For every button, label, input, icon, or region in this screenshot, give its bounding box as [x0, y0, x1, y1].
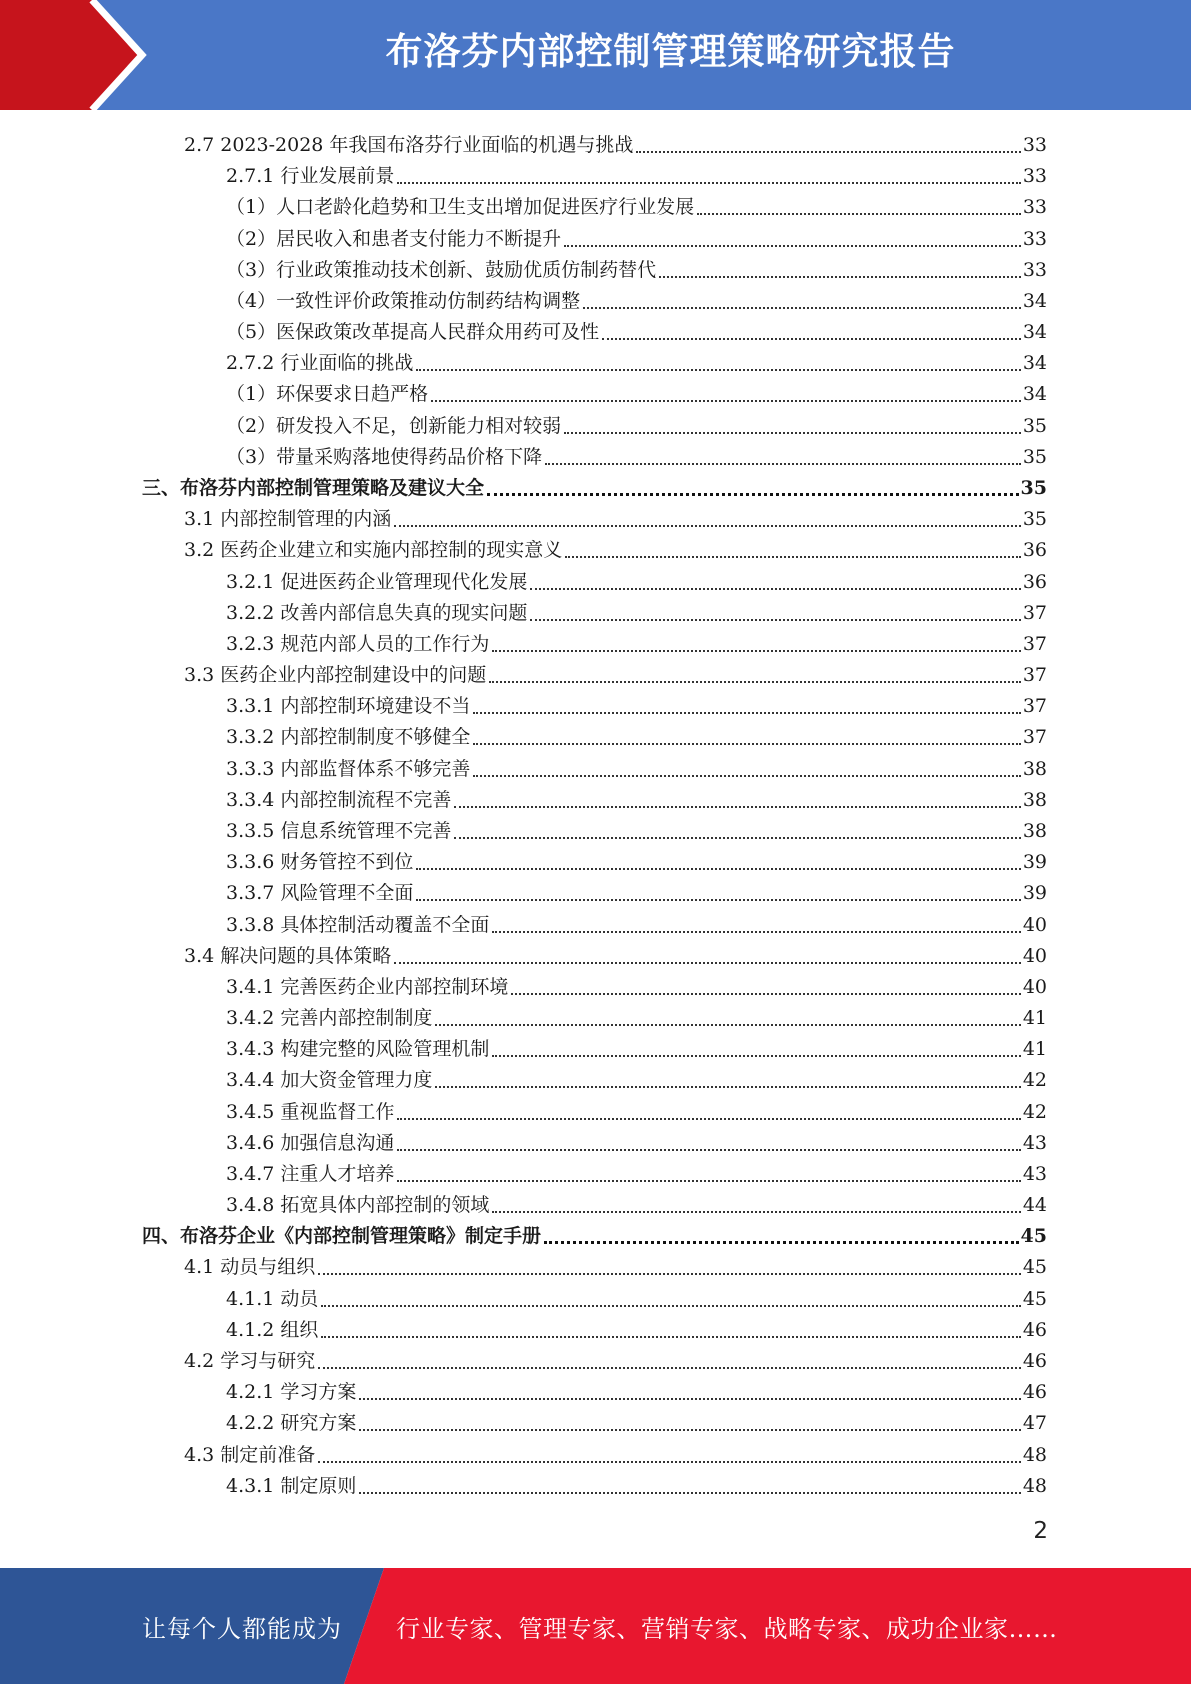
toc-dot-leader — [397, 181, 1020, 184]
toc-entry-title: 3.2.2 改善内部信息失真的现实问题 — [226, 601, 528, 624]
toc-entry-page: 40 — [1022, 913, 1047, 936]
toc-dot-leader — [454, 836, 1020, 839]
toc-entry-page: 47 — [1022, 1412, 1047, 1435]
toc-entry[interactable] — [226, 1032, 1047, 1063]
toc-dot-leader — [511, 992, 1020, 995]
footer-slogan-left: 让每个人都能成为 — [142, 1615, 342, 1643]
toc-entry[interactable] — [184, 128, 1047, 159]
toc-dot-leader — [397, 1179, 1020, 1182]
toc-entry-title: 4.3 制定前准备 — [184, 1443, 316, 1466]
toc-entry-page: 35 — [1022, 508, 1047, 531]
toc-entry[interactable] — [226, 596, 1047, 627]
toc-entry-title: 3.3.6 财务管控不到位 — [226, 851, 414, 874]
toc-entry-page: 40 — [1022, 975, 1047, 998]
toc-dot-leader — [565, 555, 1021, 558]
toc-entry[interactable] — [226, 1282, 1047, 1313]
toc-entry-title: 三、布洛芬内部控制管理策略及建议大全 — [142, 476, 485, 499]
toc-entry-title: 3.4.8 拓宽具体内部控制的领域 — [226, 1194, 490, 1217]
toc-chapter-entry[interactable] — [142, 471, 1047, 502]
toc-entry-title: （1）环保要求日趋严格 — [226, 383, 429, 406]
toc-dot-leader — [583, 306, 1021, 309]
toc-entry[interactable] — [226, 1469, 1047, 1500]
toc-entry-page: 34 — [1022, 321, 1047, 344]
toc-entry-page: 48 — [1022, 1474, 1047, 1497]
toc-entry-page: 36 — [1022, 539, 1047, 562]
toc-entry-title: 4.2 学习与研究 — [184, 1350, 316, 1373]
toc-entry-title: 3.4.4 加大资金管理力度 — [226, 1069, 433, 1092]
toc-entry-title: 3.2 医药企业建立和实施内部控制的现实意义 — [184, 539, 563, 562]
toc-entry[interactable] — [184, 1438, 1047, 1469]
toc-entry-page: 33 — [1022, 196, 1047, 219]
toc-entry[interactable] — [226, 783, 1047, 814]
header-chevron-icon — [0, 0, 170, 110]
toc-entry-page: 34 — [1022, 352, 1047, 375]
toc-dot-leader — [394, 524, 1021, 527]
toc-dot-leader — [318, 1272, 1021, 1275]
toc-entry-page: 45 — [1020, 1225, 1047, 1248]
toc-entry-title: （3）行业政策推动技术创新、鼓励优质仿制药替代 — [226, 258, 657, 281]
toc-entry-page: 34 — [1022, 383, 1047, 406]
toc-chapter-entry[interactable] — [142, 1219, 1047, 1250]
toc-dot-leader — [416, 368, 1020, 371]
toc-entry-page: 37 — [1022, 664, 1047, 687]
toc-entry[interactable] — [226, 1001, 1047, 1032]
toc-entry-title: 3.4.7 注重人才培养 — [226, 1162, 395, 1185]
toc-dot-leader — [530, 587, 1020, 590]
toc-dot-leader — [359, 1397, 1020, 1400]
toc-entry-title: 3.3.7 风险管理不全面 — [226, 882, 414, 905]
toc-entry[interactable] — [226, 377, 1047, 408]
toc-entry-page: 39 — [1022, 851, 1047, 874]
toc-entry[interactable] — [226, 1375, 1047, 1406]
toc-entry-page: 33 — [1022, 134, 1047, 156]
toc-entry[interactable] — [226, 845, 1047, 876]
toc-entry[interactable] — [226, 814, 1047, 845]
toc-entry-title: 3.4.6 加强信息沟通 — [226, 1131, 395, 1154]
toc-entry-page: 38 — [1022, 757, 1047, 780]
toc-entry[interactable] — [226, 627, 1047, 658]
toc-entry-page: 44 — [1022, 1194, 1047, 1217]
toc-dot-leader — [435, 1023, 1020, 1026]
toc-entry[interactable] — [226, 315, 1047, 346]
toc-entry-page: 42 — [1022, 1100, 1047, 1123]
toc-dot-leader — [544, 1240, 1019, 1244]
toc-entry[interactable] — [226, 908, 1047, 939]
toc-dot-leader — [487, 492, 1019, 496]
toc-entry-title: 3.4.1 完善医药企业内部控制环境 — [226, 975, 509, 998]
toc-entry-title: 3.3.2 内部控制制度不够健全 — [226, 726, 471, 749]
toc-dot-leader — [416, 867, 1020, 870]
toc-entry-page: 37 — [1022, 632, 1047, 655]
toc-entry-title: 3.4.5 重视监督工作 — [226, 1100, 395, 1123]
toc-entry[interactable] — [226, 1406, 1047, 1437]
toc-entry-title: 3.4.2 完善内部控制制度 — [226, 1007, 433, 1030]
toc-dot-leader — [416, 898, 1020, 901]
toc-dot-leader — [492, 1054, 1020, 1057]
toc-entry-title: 3.2.1 促进医药企业管理现代化发展 — [226, 570, 528, 593]
toc-dot-leader — [454, 805, 1020, 808]
toc-entry-page: 35 — [1022, 445, 1047, 468]
toc-entry-title: 3.3.4 内部控制流程不完善 — [226, 788, 452, 811]
toc-entry-title: （5）医保政策改革提高人民群众用药可及性 — [226, 321, 600, 344]
toc-dot-leader — [359, 1428, 1020, 1431]
toc-entry[interactable] — [226, 159, 1047, 190]
toc-entry-page: 37 — [1022, 726, 1047, 749]
toc-entry-title: 2.7.2 行业面临的挑战 — [226, 352, 414, 375]
toc-entry-title: 3.1 内部控制管理的内涵 — [184, 508, 392, 531]
toc-entry-page: 38 — [1022, 819, 1047, 842]
toc-entry-page: 48 — [1022, 1443, 1047, 1466]
toc-entry-page: 35 — [1022, 414, 1047, 437]
toc-entry[interactable] — [226, 689, 1047, 720]
toc-entry[interactable] — [226, 720, 1047, 751]
toc-entry-page: 35 — [1020, 476, 1047, 499]
toc-entry[interactable] — [226, 1188, 1047, 1219]
toc-entry-page: 40 — [1022, 944, 1047, 967]
toc-dot-leader — [473, 711, 1020, 714]
toc-entry-page: 41 — [1022, 1007, 1047, 1030]
toc-entry-title: （2）研发投入不足，创新能力相对较弱 — [226, 414, 562, 437]
toc-entry-title: 3.3.3 内部监督体系不够完善 — [226, 757, 471, 780]
toc-dot-leader — [473, 742, 1020, 745]
toc-entry-page: 45 — [1022, 1256, 1047, 1279]
toc-dot-leader — [564, 244, 1021, 247]
toc-entry[interactable] — [226, 1126, 1047, 1157]
toc-entry[interactable] — [226, 1063, 1047, 1094]
toc-entry-title: 4.2.1 学习方案 — [226, 1381, 357, 1404]
header-banner — [0, 0, 1191, 110]
toc-entry-title: （2）居民收入和患者支付能力不断提升 — [226, 227, 562, 250]
toc-entry[interactable] — [184, 533, 1047, 564]
toc-entry-page: 39 — [1022, 882, 1047, 905]
toc-dot-leader — [564, 431, 1021, 434]
toc-dot-leader — [530, 618, 1020, 621]
toc-dot-leader — [492, 1210, 1020, 1213]
toc-entry-title: 2.7 2023-2028 年我国布洛芬行业面临的机遇与挑战 — [184, 134, 634, 156]
toc-entry-page: 41 — [1022, 1038, 1047, 1061]
toc-entry-page: 46 — [1022, 1381, 1047, 1404]
toc-entry[interactable] — [184, 1344, 1047, 1375]
toc-dot-leader — [321, 1335, 1020, 1338]
toc-entry[interactable] — [226, 970, 1047, 1001]
toc-entry[interactable] — [226, 565, 1047, 596]
toc-entry-title: 3.3 医药企业内部控制建设中的问题 — [184, 664, 487, 687]
toc-entry[interactable] — [226, 346, 1047, 377]
toc-dot-leader — [318, 1366, 1021, 1369]
toc-dot-leader — [431, 399, 1021, 402]
toc-entry[interactable] — [184, 1250, 1047, 1281]
toc-entry-page: 42 — [1022, 1069, 1047, 1092]
toc-entry-title: 4.1 动员与组织 — [184, 1256, 316, 1279]
toc-dot-leader — [545, 462, 1021, 465]
toc-entry-title: 3.3.8 具体控制活动覆盖不全面 — [226, 913, 490, 936]
toc-dot-leader — [492, 649, 1020, 652]
toc-dot-leader — [321, 1304, 1020, 1307]
toc-entry-page: 36 — [1022, 570, 1047, 593]
page-number: 2 — [1033, 1518, 1048, 1544]
footer-banner — [0, 1568, 1191, 1684]
toc-entry[interactable] — [226, 190, 1047, 221]
toc-entry-title: 3.3.5 信息系统管理不完善 — [226, 819, 452, 842]
toc-entry[interactable] — [226, 1313, 1047, 1344]
toc-dot-leader — [697, 212, 1021, 215]
toc-dot-leader — [318, 1460, 1021, 1463]
toc-entry-page: 33 — [1022, 227, 1047, 250]
toc-entry-title: 3.2.3 规范内部人员的工作行为 — [226, 632, 490, 655]
toc-entry[interactable] — [226, 253, 1047, 284]
toc-dot-leader — [394, 961, 1021, 964]
toc-entry[interactable] — [226, 876, 1047, 907]
toc-entry-page: 46 — [1022, 1350, 1047, 1373]
toc-dot-leader — [359, 1491, 1020, 1494]
toc-dot-leader — [473, 774, 1020, 777]
toc-entry[interactable] — [226, 222, 1047, 253]
toc-entry-title: （3）带量采购落地使得药品价格下降 — [226, 445, 543, 468]
toc-dot-leader — [636, 150, 1020, 153]
toc-dot-leader — [659, 275, 1021, 278]
toc-entry[interactable] — [184, 939, 1047, 970]
document-title: 布洛芬内部控制管理策略研究报告 — [385, 30, 956, 73]
toc-entry-title: 四、布洛芬企业《内部控制管理策略》制定手册 — [142, 1225, 542, 1248]
toc-entry-page: 46 — [1022, 1318, 1047, 1341]
toc-entry-title: 4.1.2 组织 — [226, 1318, 319, 1341]
toc-entry-page: 33 — [1022, 258, 1047, 281]
toc-entry-title: 4.1.1 动员 — [226, 1287, 319, 1310]
toc-dot-leader — [397, 1117, 1020, 1120]
toc-dot-leader — [492, 930, 1020, 933]
toc-entry-title: 4.2.2 研究方案 — [226, 1412, 357, 1435]
toc-entry[interactable] — [226, 1157, 1047, 1188]
toc-entry-title: （1）人口老龄化趋势和卫生支出增加促进医疗行业发展 — [226, 196, 695, 219]
toc-entry-page: 45 — [1022, 1287, 1047, 1310]
toc-entry[interactable] — [184, 502, 1047, 533]
footer-slogan-right: 行业专家、管理专家、营销专家、战略专家、成功企业家…… — [396, 1615, 1058, 1643]
toc-entry[interactable] — [226, 1095, 1047, 1126]
toc-dot-leader — [489, 680, 1021, 683]
toc-entry-page: 43 — [1022, 1162, 1047, 1185]
toc-dot-leader — [435, 1085, 1020, 1088]
toc-entry[interactable] — [226, 752, 1047, 783]
toc-entry[interactable] — [226, 409, 1047, 440]
toc-entry[interactable] — [184, 658, 1047, 689]
toc-entry-page: 38 — [1022, 788, 1047, 811]
toc-entry-page: 33 — [1022, 165, 1047, 188]
toc-dot-leader — [397, 1148, 1020, 1151]
toc-entry-title: 3.4.3 构建完整的风险管理机制 — [226, 1038, 490, 1061]
toc-entry-title: 4.3.1 制定原则 — [226, 1474, 357, 1497]
toc-entry-page: 43 — [1022, 1131, 1047, 1154]
toc-entry-page: 34 — [1022, 289, 1047, 312]
toc-entry-title: 2.7.1 行业发展前景 — [226, 165, 395, 188]
toc-entry-page: 37 — [1022, 695, 1047, 718]
toc-entry-title: 3.3.1 内部控制环境建设不当 — [226, 695, 471, 718]
toc-entry-title: （4）一致性评价政策推动仿制药结构调整 — [226, 289, 581, 312]
toc-entry-title: 3.4 解决问题的具体策略 — [184, 944, 392, 967]
toc-entry[interactable] — [226, 440, 1047, 471]
toc-entry[interactable] — [226, 284, 1047, 315]
toc-dot-leader — [602, 337, 1021, 340]
toc-entry-page: 37 — [1022, 601, 1047, 624]
